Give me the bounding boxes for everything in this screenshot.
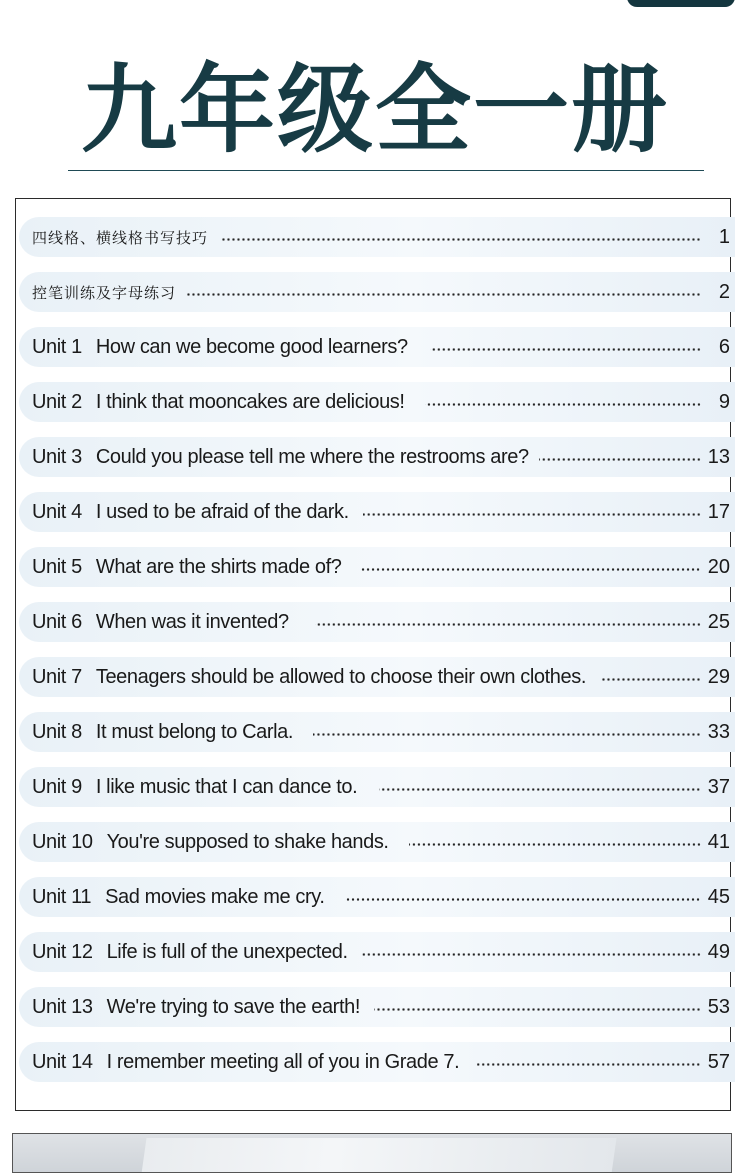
toc-unit-title: Life is full of the unexpected. xyxy=(106,940,348,963)
toc-unit-label: Unit 12 xyxy=(32,940,93,963)
toc-unit-label: Unit 5 xyxy=(32,555,82,578)
toc-entry-page: 45 xyxy=(707,885,730,908)
toc-entry-page: 25 xyxy=(707,610,730,633)
dot-leader xyxy=(430,348,701,351)
page-title: 九年级全一册 xyxy=(81,54,669,166)
toc-list xyxy=(16,217,730,1097)
dot-leader xyxy=(374,1008,701,1011)
toc-entry-unit-5[interactable] xyxy=(19,547,735,587)
toc-unit-title: When was it invented? xyxy=(95,610,289,633)
toc-entry-page: 9 xyxy=(718,390,730,413)
toc-entry-title xyxy=(32,446,529,469)
toc-entry-title xyxy=(32,666,586,689)
dot-leader xyxy=(362,953,701,956)
toc-entry-page: 13 xyxy=(707,445,730,468)
toc-entry-page: 57 xyxy=(707,1050,730,1073)
title-divider xyxy=(68,170,704,171)
toc-unit-label: Unit 4 xyxy=(32,500,82,523)
dot-leader xyxy=(313,733,701,736)
toc-entry-unit-2[interactable] xyxy=(19,382,735,422)
toc-entry-title xyxy=(32,831,389,854)
toc-entry-page: 37 xyxy=(707,775,730,798)
toc-entry-page: 53 xyxy=(707,995,730,1018)
dot-leader xyxy=(539,458,701,461)
toc-entry-page: 17 xyxy=(707,500,730,523)
toc-unit-label: Unit 6 xyxy=(32,610,82,633)
toc-entry-unit-4[interactable] xyxy=(19,492,735,532)
toc-entry-unit-10[interactable] xyxy=(19,822,735,862)
toc-entry-title xyxy=(32,336,408,359)
toc-unit-label: Unit 9 xyxy=(32,775,82,798)
toc-unit-title: You're supposed to shake hands. xyxy=(106,830,389,853)
toc-entry-pen-control[interactable] xyxy=(19,272,735,312)
toc-unit-title: I like music that I can dance to. xyxy=(95,775,358,798)
toc-entry-title xyxy=(32,941,348,964)
toc-entry-page: 33 xyxy=(707,720,730,743)
dot-leader xyxy=(346,898,701,901)
toc-entry-title xyxy=(32,996,360,1019)
toc-unit-label: Unit 2 xyxy=(32,390,82,413)
toc-entry-unit-3[interactable] xyxy=(19,437,735,477)
toc-entry-unit-13[interactable] xyxy=(19,987,735,1027)
dot-leader xyxy=(425,403,701,406)
toc-entry-title xyxy=(32,1051,459,1074)
dot-leader xyxy=(222,238,701,241)
paper-sheet-image xyxy=(139,1138,616,1173)
toc-entry-unit-6[interactable] xyxy=(19,602,735,642)
toc-entry-page: 1 xyxy=(718,225,730,248)
toc-entry-title xyxy=(32,776,357,799)
toc-entry-unit-1[interactable] xyxy=(19,327,735,367)
dot-leader xyxy=(361,568,701,571)
toc-unit-title: I think that mooncakes are delicious! xyxy=(95,390,405,413)
top-tab-decoration xyxy=(627,0,735,7)
toc-unit-title: I used to be afraid of the dark. xyxy=(95,500,349,523)
dot-leader xyxy=(409,843,701,846)
toc-entry-unit-8[interactable] xyxy=(19,712,735,752)
product-photo-preview xyxy=(12,1133,732,1173)
toc-entry-title xyxy=(32,886,324,909)
toc-entry-page: 41 xyxy=(707,830,730,853)
toc-entry-title xyxy=(32,556,341,579)
toc-entry-title xyxy=(32,611,289,634)
toc-unit-label: Unit 1 xyxy=(32,335,82,358)
toc-unit-title: It must belong to Carla. xyxy=(95,720,294,743)
toc-unit-label: Unit 8 xyxy=(32,720,82,743)
dot-leader xyxy=(363,513,701,516)
table-of-contents xyxy=(15,198,731,1111)
dot-leader xyxy=(600,678,701,681)
toc-entry-writing-tips[interactable] xyxy=(19,217,735,257)
toc-unit-title: What are the shirts made of? xyxy=(95,555,342,578)
toc-entry-title xyxy=(32,721,293,744)
toc-entry-page: 49 xyxy=(707,940,730,963)
toc-unit-title: Teenagers should be allowed to choose their own clothes. xyxy=(95,665,587,688)
dot-leader xyxy=(315,623,701,626)
toc-unit-label: Unit 7 xyxy=(32,665,82,688)
toc-unit-label: Unit 13 xyxy=(32,995,93,1018)
toc-unit-label: Unit 3 xyxy=(32,445,82,468)
toc-unit-label: Unit 10 xyxy=(32,830,93,853)
toc-unit-title: How can we become good learners? xyxy=(95,335,408,358)
toc-entry-unit-7[interactable] xyxy=(19,657,735,697)
toc-unit-title: Sad movies make me cry. xyxy=(105,885,325,908)
dot-leader xyxy=(477,1063,701,1066)
toc-entry-unit-9[interactable] xyxy=(19,767,735,807)
toc-entry-unit-14[interactable] xyxy=(19,1042,735,1082)
toc-entry-title: 控笔训练及字母练习 xyxy=(32,283,177,302)
toc-unit-title: Could you please tell me where the restrooms are? xyxy=(95,445,529,468)
toc-entry-title: 四线格、横线格书写技巧 xyxy=(32,228,209,247)
toc-unit-label: Unit 14 xyxy=(32,1050,93,1073)
toc-entry-unit-11[interactable] xyxy=(19,877,735,917)
dot-leader xyxy=(186,293,701,296)
toc-entry-title xyxy=(32,391,405,414)
toc-entry-page: 29 xyxy=(707,665,730,688)
toc-entry-page: 20 xyxy=(707,555,730,578)
dot-leader xyxy=(379,788,701,791)
toc-entry-unit-12[interactable] xyxy=(19,932,735,972)
toc-unit-title: I remember meeting all of you in Grade 7. xyxy=(106,1050,460,1073)
toc-entry-title xyxy=(32,501,349,524)
toc-unit-title: We're trying to save the earth! xyxy=(106,995,360,1018)
toc-unit-label: Unit 11 xyxy=(32,885,92,908)
toc-entry-page: 2 xyxy=(718,280,730,303)
toc-entry-page: 6 xyxy=(718,335,730,358)
